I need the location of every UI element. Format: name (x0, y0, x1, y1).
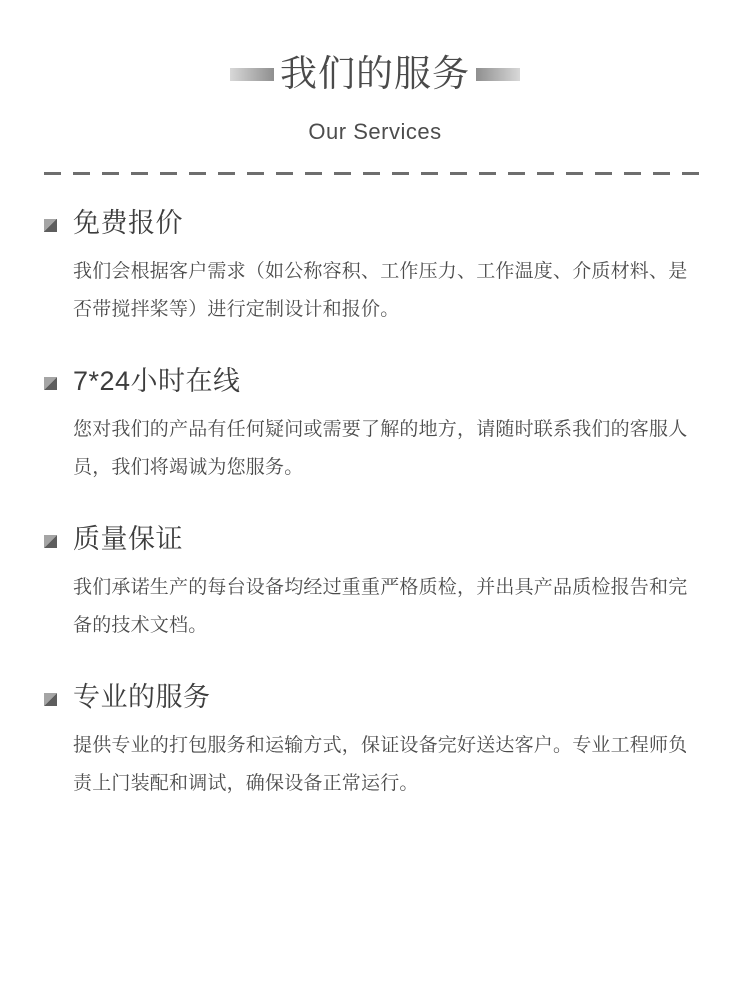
list-item (44, 363, 702, 487)
square-bullet-icon (44, 693, 57, 706)
square-bullet-icon (44, 535, 57, 548)
page-subtitle: Our Services (308, 119, 442, 144)
service-heading (44, 363, 702, 399)
list-item (44, 679, 702, 803)
service-heading (44, 679, 702, 715)
service-description (44, 727, 702, 803)
service-heading (44, 521, 702, 557)
square-bullet-icon (44, 219, 57, 232)
service-title: 质量保证 (73, 524, 183, 554)
page-title-text: 我们的服务 (280, 53, 470, 94)
service-description (44, 569, 702, 645)
service-description-text: 提供专业的打包服务和运输方式，保证设备完好送达客户。专业工程师负责上门装配和调试，确保设备正常运行。 (73, 735, 688, 794)
service-description-text: 我们承诺生产的每台设备均经过重重严格质检，并出具产品质检报告和完备的技术文档。 (73, 577, 688, 636)
service-heading (44, 205, 702, 241)
service-description (44, 411, 702, 487)
dashed-divider (44, 172, 706, 175)
title-accent-bar-right (476, 68, 520, 81)
service-description (44, 253, 702, 329)
service-description-text: 我们会根据客户需求（如公称容积、工作压力、工作温度、介质材料、是否带搅拌桨等）进行定制设计和报价。 (73, 261, 688, 320)
square-bullet-icon (44, 377, 57, 390)
page-title (0, 52, 750, 96)
list-item (44, 205, 702, 329)
services-list (0, 205, 750, 803)
service-title: 7*24小时在线 (73, 366, 241, 396)
service-description-text: 您对我们的产品有任何疑问或需要了解的地方，请随时联系我们的客服人员，我们将竭诚为您服务。 (73, 419, 688, 478)
title-accent-bar-left (230, 68, 274, 81)
list-item (44, 521, 702, 645)
page-header (0, 0, 750, 146)
service-title: 免费报价 (73, 208, 183, 238)
service-title: 专业的服务 (73, 682, 211, 712)
